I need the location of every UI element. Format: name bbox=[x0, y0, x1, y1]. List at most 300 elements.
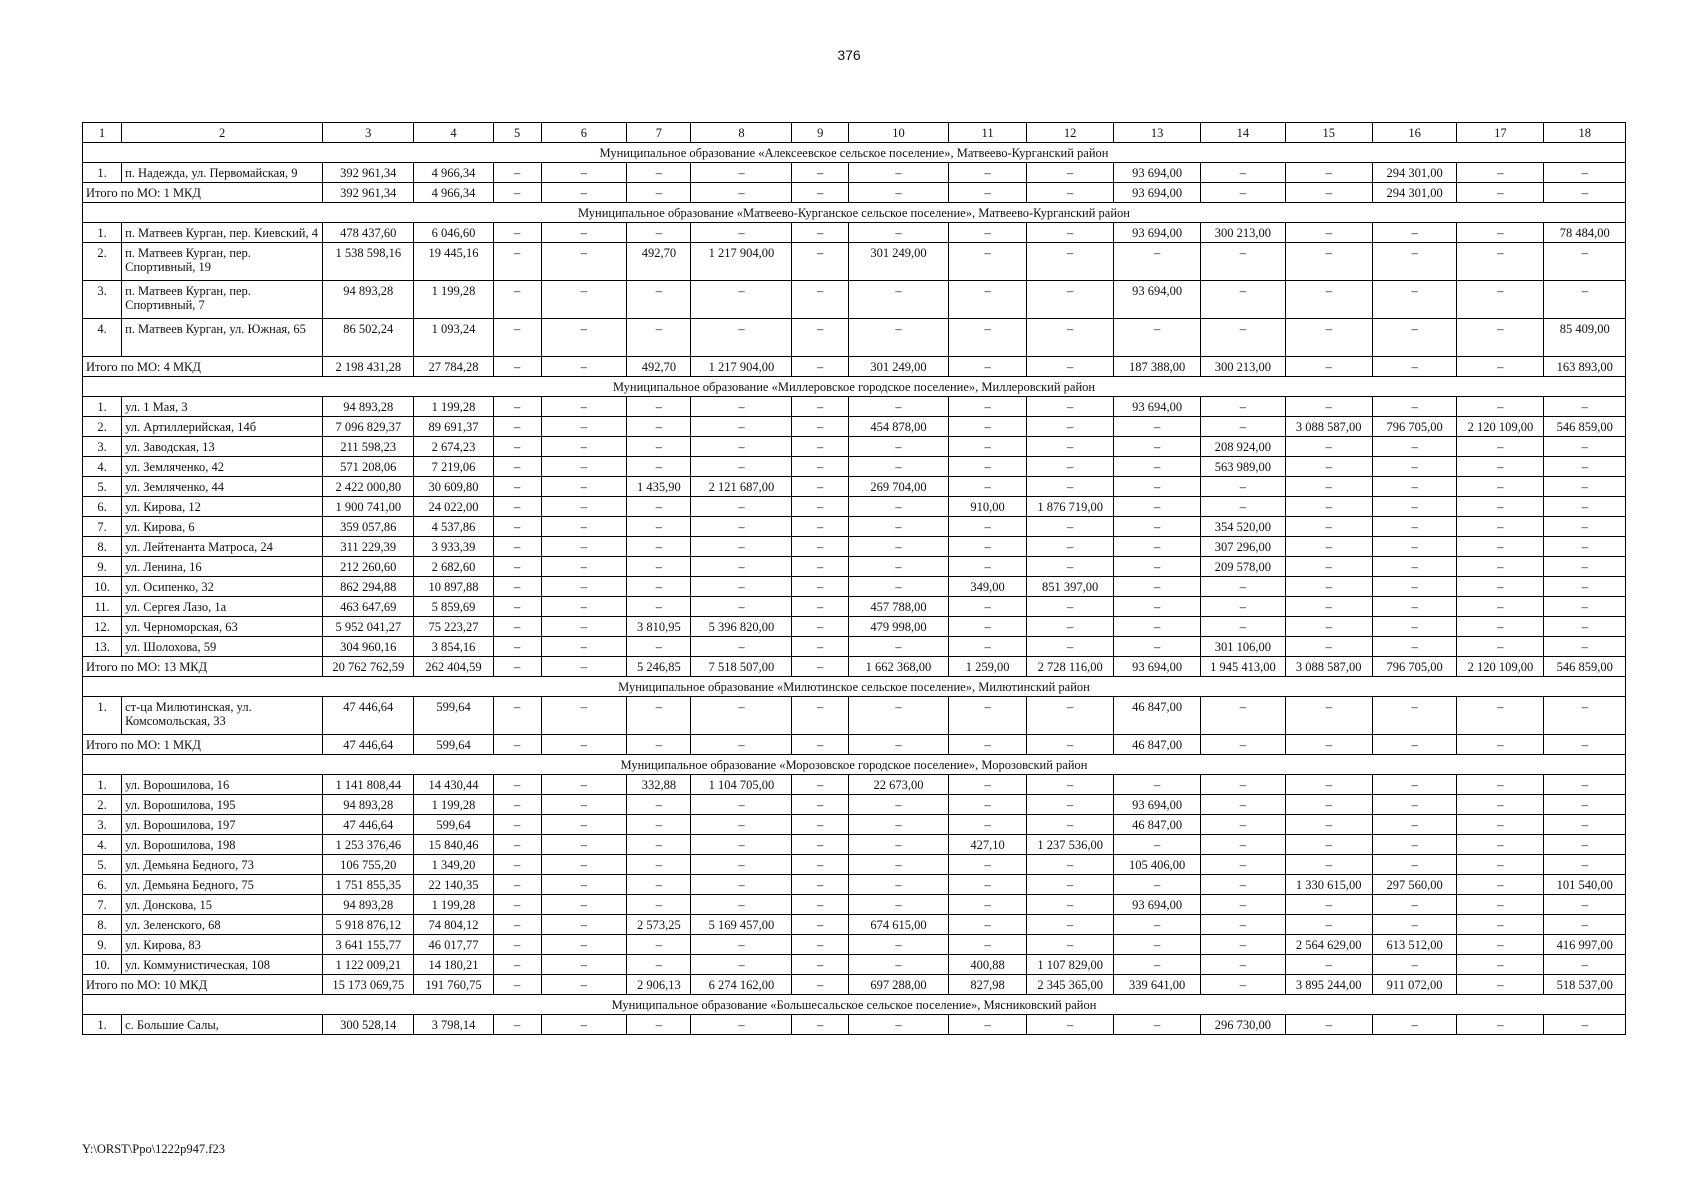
amount-cell: – bbox=[792, 243, 849, 281]
amount-cell: – bbox=[541, 319, 627, 357]
amount-cell: – bbox=[1027, 319, 1114, 357]
amount-cell: – bbox=[1544, 437, 1626, 457]
total-amount: 546 859,00 bbox=[1544, 657, 1626, 677]
column-number: 8 bbox=[691, 123, 792, 143]
amount-cell: – bbox=[948, 537, 1026, 557]
amount-cell: – bbox=[691, 557, 792, 577]
address-cell: п. Матвеев Курган, пер. Киевский, 4 bbox=[122, 223, 323, 243]
table-row bbox=[83, 875, 1626, 895]
amount-cell: – bbox=[848, 1015, 948, 1035]
total-amount: – bbox=[541, 657, 627, 677]
amount-cell: – bbox=[541, 417, 627, 437]
total-amount: 492,70 bbox=[627, 357, 691, 377]
amount-cell: – bbox=[792, 795, 849, 815]
amount-cell: – bbox=[541, 795, 627, 815]
total-row bbox=[83, 183, 1626, 203]
address-cell: ст-ца Милютинская, ул. Комсомольская, 33 bbox=[122, 697, 323, 735]
amount-cell: – bbox=[493, 855, 541, 875]
amount-cell: – bbox=[691, 457, 792, 477]
amount-cell: – bbox=[948, 163, 1026, 183]
amount-cell: – bbox=[541, 517, 627, 537]
amount-cell: – bbox=[541, 497, 627, 517]
amount-cell: – bbox=[493, 597, 541, 617]
amount-cell: – bbox=[1285, 397, 1372, 417]
amount-cell: – bbox=[1285, 557, 1372, 577]
amount-cell: 599,64 bbox=[414, 815, 493, 835]
amount-cell: – bbox=[493, 223, 541, 243]
total-amount: – bbox=[1372, 357, 1457, 377]
amount-cell: 300 528,14 bbox=[323, 1015, 414, 1035]
amount-cell: – bbox=[1027, 223, 1114, 243]
amount-cell: – bbox=[1285, 775, 1372, 795]
table-row bbox=[83, 517, 1626, 537]
address-cell: ул. Демьяна Бедного, 73 bbox=[122, 855, 323, 875]
total-amount: – bbox=[1027, 735, 1114, 755]
amount-cell: – bbox=[1285, 163, 1372, 183]
address-cell: ул. Ленина, 16 bbox=[122, 557, 323, 577]
total-amount: – bbox=[691, 735, 792, 755]
amount-cell: 1 330 615,00 bbox=[1285, 875, 1372, 895]
amount-cell: 454 878,00 bbox=[848, 417, 948, 437]
row-number: 4. bbox=[83, 319, 122, 357]
amount-cell: – bbox=[1457, 875, 1544, 895]
amount-cell: – bbox=[848, 637, 948, 657]
amount-cell: – bbox=[1285, 1015, 1372, 1035]
amount-cell: – bbox=[627, 163, 691, 183]
amount-cell: 5 169 457,00 bbox=[691, 915, 792, 935]
total-amount: 339 641,00 bbox=[1114, 975, 1201, 995]
amount-cell: – bbox=[792, 537, 849, 557]
amount-cell: – bbox=[493, 243, 541, 281]
amount-cell: – bbox=[1201, 915, 1286, 935]
amount-cell: – bbox=[848, 557, 948, 577]
amount-cell: – bbox=[792, 223, 849, 243]
page-number: 376 bbox=[837, 47, 861, 63]
amount-cell: – bbox=[948, 815, 1026, 835]
amount-cell: – bbox=[1027, 637, 1114, 657]
amount-cell: – bbox=[1372, 243, 1457, 281]
amount-cell: 2 682,60 bbox=[414, 557, 493, 577]
amount-cell: – bbox=[1114, 955, 1201, 975]
section-title: Муниципальное образование «Большесальское сельское поселение», Мясниковский район bbox=[83, 995, 1626, 1015]
amount-cell: – bbox=[627, 895, 691, 915]
total-amount: – bbox=[493, 183, 541, 203]
amount-cell: 106 755,20 bbox=[323, 855, 414, 875]
total-amount: 46 847,00 bbox=[1114, 735, 1201, 755]
amount-cell: – bbox=[1457, 557, 1544, 577]
amount-cell: 93 694,00 bbox=[1114, 397, 1201, 417]
amount-cell: – bbox=[1027, 935, 1114, 955]
amount-cell: – bbox=[1285, 955, 1372, 975]
total-amount: – bbox=[792, 975, 849, 995]
column-number: 6 bbox=[541, 123, 627, 143]
amount-cell: – bbox=[627, 835, 691, 855]
amount-cell: 427,10 bbox=[948, 835, 1026, 855]
amount-cell: – bbox=[948, 895, 1026, 915]
column-number: 10 bbox=[848, 123, 948, 143]
amount-cell: – bbox=[691, 597, 792, 617]
table-row bbox=[83, 955, 1626, 975]
amount-cell: – bbox=[1201, 319, 1286, 357]
total-amount: 7 518 507,00 bbox=[691, 657, 792, 677]
amount-cell: 101 540,00 bbox=[1544, 875, 1626, 895]
amount-cell: – bbox=[792, 597, 849, 617]
amount-cell: 94 893,28 bbox=[323, 281, 414, 319]
amount-cell: 24 022,00 bbox=[414, 497, 493, 517]
total-row bbox=[83, 657, 1626, 677]
amount-cell: – bbox=[493, 417, 541, 437]
amount-cell: – bbox=[1201, 795, 1286, 815]
total-amount: 191 760,75 bbox=[414, 975, 493, 995]
amount-cell: 1 122 009,21 bbox=[323, 955, 414, 975]
amount-cell: 1 751 855,35 bbox=[323, 875, 414, 895]
amount-cell: 75 223,27 bbox=[414, 617, 493, 637]
column-number: 5 bbox=[493, 123, 541, 143]
table-row bbox=[83, 1015, 1626, 1035]
amount-cell: – bbox=[1372, 1015, 1457, 1035]
amount-cell: – bbox=[848, 223, 948, 243]
amount-cell: – bbox=[792, 835, 849, 855]
total-amount: – bbox=[1544, 735, 1626, 755]
total-amount: – bbox=[1457, 183, 1544, 203]
total-amount: 300 213,00 bbox=[1201, 357, 1286, 377]
amount-cell: – bbox=[1544, 617, 1626, 637]
amount-cell: 4 966,34 bbox=[414, 163, 493, 183]
amount-cell: 209 578,00 bbox=[1201, 557, 1286, 577]
amount-cell: – bbox=[1457, 1015, 1544, 1035]
amount-cell: 1 199,28 bbox=[414, 895, 493, 915]
amount-cell: – bbox=[948, 417, 1026, 437]
amount-cell: 47 446,64 bbox=[323, 697, 414, 735]
amount-cell: – bbox=[948, 915, 1026, 935]
total-amount: – bbox=[627, 735, 691, 755]
amount-cell: 1 253 376,46 bbox=[323, 835, 414, 855]
amount-cell: – bbox=[948, 775, 1026, 795]
amount-cell: – bbox=[1544, 497, 1626, 517]
column-number: 7 bbox=[627, 123, 691, 143]
amount-cell: – bbox=[848, 895, 948, 915]
amount-cell: – bbox=[1285, 855, 1372, 875]
amount-cell: 6 046,60 bbox=[414, 223, 493, 243]
amount-cell: – bbox=[792, 935, 849, 955]
amount-cell: – bbox=[1027, 437, 1114, 457]
row-number: 10. bbox=[83, 577, 122, 597]
table-row bbox=[83, 895, 1626, 915]
amount-cell: – bbox=[493, 517, 541, 537]
amount-cell: – bbox=[1114, 319, 1201, 357]
amount-cell: 93 694,00 bbox=[1114, 223, 1201, 243]
amount-cell: – bbox=[627, 417, 691, 437]
amount-cell: – bbox=[691, 577, 792, 597]
amount-cell: – bbox=[627, 815, 691, 835]
amount-cell: – bbox=[1201, 281, 1286, 319]
amount-cell: 296 730,00 bbox=[1201, 1015, 1286, 1035]
amount-cell: – bbox=[1457, 795, 1544, 815]
amount-cell: 74 804,12 bbox=[414, 915, 493, 935]
amount-cell: – bbox=[627, 1015, 691, 1035]
amount-cell: – bbox=[1457, 935, 1544, 955]
amount-cell: – bbox=[627, 497, 691, 517]
amount-cell: – bbox=[691, 517, 792, 537]
address-cell: ул. Сергея Лазо, 1а bbox=[122, 597, 323, 617]
amount-cell: 93 694,00 bbox=[1114, 163, 1201, 183]
total-amount: – bbox=[1027, 357, 1114, 377]
amount-cell: – bbox=[691, 397, 792, 417]
amount-cell: – bbox=[691, 497, 792, 517]
column-number: 12 bbox=[1027, 123, 1114, 143]
address-cell: ул. Коммунистическая, 108 bbox=[122, 955, 323, 975]
table-row bbox=[83, 457, 1626, 477]
table-row bbox=[83, 795, 1626, 815]
amount-cell: – bbox=[1544, 517, 1626, 537]
total-amount: – bbox=[792, 657, 849, 677]
column-number-row bbox=[83, 123, 1626, 143]
amount-cell: – bbox=[493, 835, 541, 855]
amount-cell: – bbox=[1114, 835, 1201, 855]
amount-cell: – bbox=[1114, 497, 1201, 517]
amount-cell: 1 141 808,44 bbox=[323, 775, 414, 795]
amount-cell: – bbox=[1372, 497, 1457, 517]
amount-cell: – bbox=[541, 577, 627, 597]
amount-cell: – bbox=[493, 775, 541, 795]
amount-cell: – bbox=[848, 457, 948, 477]
address-cell: ул. Ворошилова, 197 bbox=[122, 815, 323, 835]
amount-cell: 3 641 155,77 bbox=[323, 935, 414, 955]
amount-cell: – bbox=[1544, 163, 1626, 183]
amount-cell: 14 430,44 bbox=[414, 775, 493, 795]
table-row bbox=[83, 223, 1626, 243]
amount-cell: – bbox=[1372, 915, 1457, 935]
amount-cell: – bbox=[1457, 477, 1544, 497]
amount-cell: 1 199,28 bbox=[414, 281, 493, 319]
total-amount: – bbox=[1544, 183, 1626, 203]
amount-cell: – bbox=[493, 497, 541, 517]
amount-cell: 674 615,00 bbox=[848, 915, 948, 935]
amount-cell: – bbox=[541, 895, 627, 915]
amount-cell: – bbox=[1201, 815, 1286, 835]
amount-cell: – bbox=[1201, 597, 1286, 617]
table-row bbox=[83, 855, 1626, 875]
amount-cell: 297 560,00 bbox=[1372, 875, 1457, 895]
table-row bbox=[83, 935, 1626, 955]
address-cell: ул. Осипенко, 32 bbox=[122, 577, 323, 597]
amount-cell: – bbox=[493, 637, 541, 657]
amount-cell: – bbox=[627, 223, 691, 243]
row-number: 2. bbox=[83, 795, 122, 815]
amount-cell: – bbox=[691, 955, 792, 975]
amount-cell: – bbox=[948, 597, 1026, 617]
total-amount: – bbox=[541, 735, 627, 755]
amount-cell: – bbox=[627, 955, 691, 975]
amount-cell: – bbox=[541, 1015, 627, 1035]
total-amount: – bbox=[1457, 975, 1544, 995]
amount-cell: – bbox=[691, 1015, 792, 1035]
amount-cell: – bbox=[1372, 637, 1457, 657]
amount-cell: – bbox=[1285, 497, 1372, 517]
amount-cell: – bbox=[1544, 915, 1626, 935]
amount-cell: – bbox=[1027, 815, 1114, 835]
total-amount: 911 072,00 bbox=[1372, 975, 1457, 995]
amount-cell: – bbox=[1114, 457, 1201, 477]
total-amount: 1 217 904,00 bbox=[691, 357, 792, 377]
amount-cell: 5 952 041,27 bbox=[323, 617, 414, 637]
amount-cell: – bbox=[792, 163, 849, 183]
total-amount: 697 288,00 bbox=[848, 975, 948, 995]
amount-cell: – bbox=[948, 457, 1026, 477]
amount-cell: – bbox=[1027, 697, 1114, 735]
total-amount: 2 198 431,28 bbox=[323, 357, 414, 377]
amount-cell: – bbox=[848, 955, 948, 975]
section-title: Муниципальное образование «Алексеевское сельское поселение», Матвеево-Курганский район bbox=[83, 143, 1626, 163]
amount-cell: – bbox=[1201, 875, 1286, 895]
amount-cell: 46 847,00 bbox=[1114, 697, 1201, 735]
amount-cell: – bbox=[691, 895, 792, 915]
amount-cell: – bbox=[1285, 617, 1372, 637]
amount-cell: – bbox=[493, 477, 541, 497]
amount-cell: – bbox=[691, 637, 792, 657]
amount-cell: – bbox=[1114, 637, 1201, 657]
amount-cell: – bbox=[948, 617, 1026, 637]
total-amount: 15 173 069,75 bbox=[323, 975, 414, 995]
total-amount: 2 120 109,00 bbox=[1457, 657, 1544, 677]
amount-cell: – bbox=[493, 955, 541, 975]
total-amount: 2 345 365,00 bbox=[1027, 975, 1114, 995]
amount-cell: – bbox=[1544, 637, 1626, 657]
amount-cell: 1 237 536,00 bbox=[1027, 835, 1114, 855]
amount-cell: – bbox=[848, 697, 948, 735]
amount-cell: 862 294,88 bbox=[323, 577, 414, 597]
amount-cell: – bbox=[493, 577, 541, 597]
amount-cell: – bbox=[1027, 477, 1114, 497]
amount-cell: 463 647,69 bbox=[323, 597, 414, 617]
total-amount: 1 259,00 bbox=[948, 657, 1026, 677]
amount-cell: 2 121 687,00 bbox=[691, 477, 792, 497]
amount-cell: – bbox=[948, 557, 1026, 577]
amount-cell: 457 788,00 bbox=[848, 597, 948, 617]
amount-cell: – bbox=[792, 417, 849, 437]
amount-cell: – bbox=[1114, 597, 1201, 617]
amount-cell: – bbox=[1027, 915, 1114, 935]
amount-cell: 3 088 587,00 bbox=[1285, 417, 1372, 437]
amount-cell: – bbox=[541, 875, 627, 895]
registry-table bbox=[82, 122, 1626, 1035]
amount-cell: 1 349,20 bbox=[414, 855, 493, 875]
amount-cell: – bbox=[691, 223, 792, 243]
amount-cell: – bbox=[948, 855, 1026, 875]
table-row bbox=[83, 815, 1626, 835]
amount-cell: 300 213,00 bbox=[1201, 223, 1286, 243]
total-amount: 4 966,34 bbox=[414, 183, 493, 203]
column-number: 16 bbox=[1372, 123, 1457, 143]
amount-cell: – bbox=[1027, 855, 1114, 875]
amount-cell: 492,70 bbox=[627, 243, 691, 281]
row-number: 7. bbox=[83, 517, 122, 537]
table-row bbox=[83, 835, 1626, 855]
total-amount: – bbox=[792, 183, 849, 203]
amount-cell: – bbox=[1544, 775, 1626, 795]
amount-cell: 571 208,06 bbox=[323, 457, 414, 477]
section-title: Муниципальное образование «Матвеево-Курганское сельское поселение», Матвеево-Курганский район bbox=[83, 203, 1626, 223]
total-amount: – bbox=[1457, 735, 1544, 755]
column-number: 2 bbox=[122, 123, 323, 143]
amount-cell: – bbox=[541, 223, 627, 243]
amount-cell: 22 140,35 bbox=[414, 875, 493, 895]
row-number: 1. bbox=[83, 223, 122, 243]
amount-cell: – bbox=[1114, 557, 1201, 577]
address-cell: ул. Кирова, 6 bbox=[122, 517, 323, 537]
amount-cell: – bbox=[1457, 537, 1544, 557]
amount-cell: – bbox=[792, 477, 849, 497]
amount-cell: – bbox=[848, 795, 948, 815]
amount-cell: – bbox=[792, 517, 849, 537]
amount-cell: – bbox=[1201, 935, 1286, 955]
amount-cell: – bbox=[1372, 795, 1457, 815]
amount-cell: 563 989,00 bbox=[1201, 457, 1286, 477]
amount-cell: – bbox=[1201, 397, 1286, 417]
row-number: 1. bbox=[83, 1015, 122, 1035]
amount-cell: – bbox=[1544, 795, 1626, 815]
amount-cell: – bbox=[1285, 437, 1372, 457]
address-cell: п. Матвеев Курган, пер. Спортивный, 7 bbox=[122, 281, 323, 319]
total-amount: – bbox=[1457, 357, 1544, 377]
total-amount: – bbox=[627, 183, 691, 203]
total-amount: 301 249,00 bbox=[848, 357, 948, 377]
total-amount: – bbox=[1201, 735, 1286, 755]
amount-cell: – bbox=[541, 163, 627, 183]
amount-cell: – bbox=[1285, 223, 1372, 243]
amount-cell: – bbox=[1285, 477, 1372, 497]
address-cell: ул. Земляченко, 42 bbox=[122, 457, 323, 477]
amount-cell: 2 120 109,00 bbox=[1457, 417, 1544, 437]
table-row bbox=[83, 697, 1626, 735]
amount-cell: 94 893,28 bbox=[323, 895, 414, 915]
address-cell: ул. Кирова, 83 bbox=[122, 935, 323, 955]
amount-cell: 78 484,00 bbox=[1544, 223, 1626, 243]
amount-cell: 22 673,00 bbox=[848, 775, 948, 795]
total-amount: 796 705,00 bbox=[1372, 657, 1457, 677]
table-row bbox=[83, 437, 1626, 457]
amount-cell: 479 998,00 bbox=[848, 617, 948, 637]
table-row bbox=[83, 537, 1626, 557]
amount-cell: – bbox=[1457, 597, 1544, 617]
amount-cell: – bbox=[1201, 243, 1286, 281]
amount-cell: – bbox=[1114, 417, 1201, 437]
address-cell: ул. Шолохова, 59 bbox=[122, 637, 323, 657]
amount-cell: – bbox=[1285, 319, 1372, 357]
total-amount: 47 446,64 bbox=[323, 735, 414, 755]
amount-cell: – bbox=[792, 577, 849, 597]
amount-cell: – bbox=[848, 437, 948, 457]
amount-cell: – bbox=[1457, 815, 1544, 835]
amount-cell: – bbox=[848, 815, 948, 835]
total-amount: – bbox=[1285, 735, 1372, 755]
total-amount: 5 246,85 bbox=[627, 657, 691, 677]
address-cell: ул. Земляченко, 44 bbox=[122, 477, 323, 497]
column-number: 1 bbox=[83, 123, 122, 143]
amount-cell: 851 397,00 bbox=[1027, 577, 1114, 597]
amount-cell: – bbox=[1027, 457, 1114, 477]
amount-cell: – bbox=[691, 163, 792, 183]
amount-cell: 4 537,86 bbox=[414, 517, 493, 537]
amount-cell: – bbox=[1457, 243, 1544, 281]
amount-cell: – bbox=[1285, 697, 1372, 735]
amount-cell: 294 301,00 bbox=[1372, 163, 1457, 183]
amount-cell: 2 573,25 bbox=[627, 915, 691, 935]
amount-cell: 354 520,00 bbox=[1201, 517, 1286, 537]
amount-cell: – bbox=[541, 815, 627, 835]
amount-cell: – bbox=[541, 617, 627, 637]
column-number: 18 bbox=[1544, 123, 1626, 143]
